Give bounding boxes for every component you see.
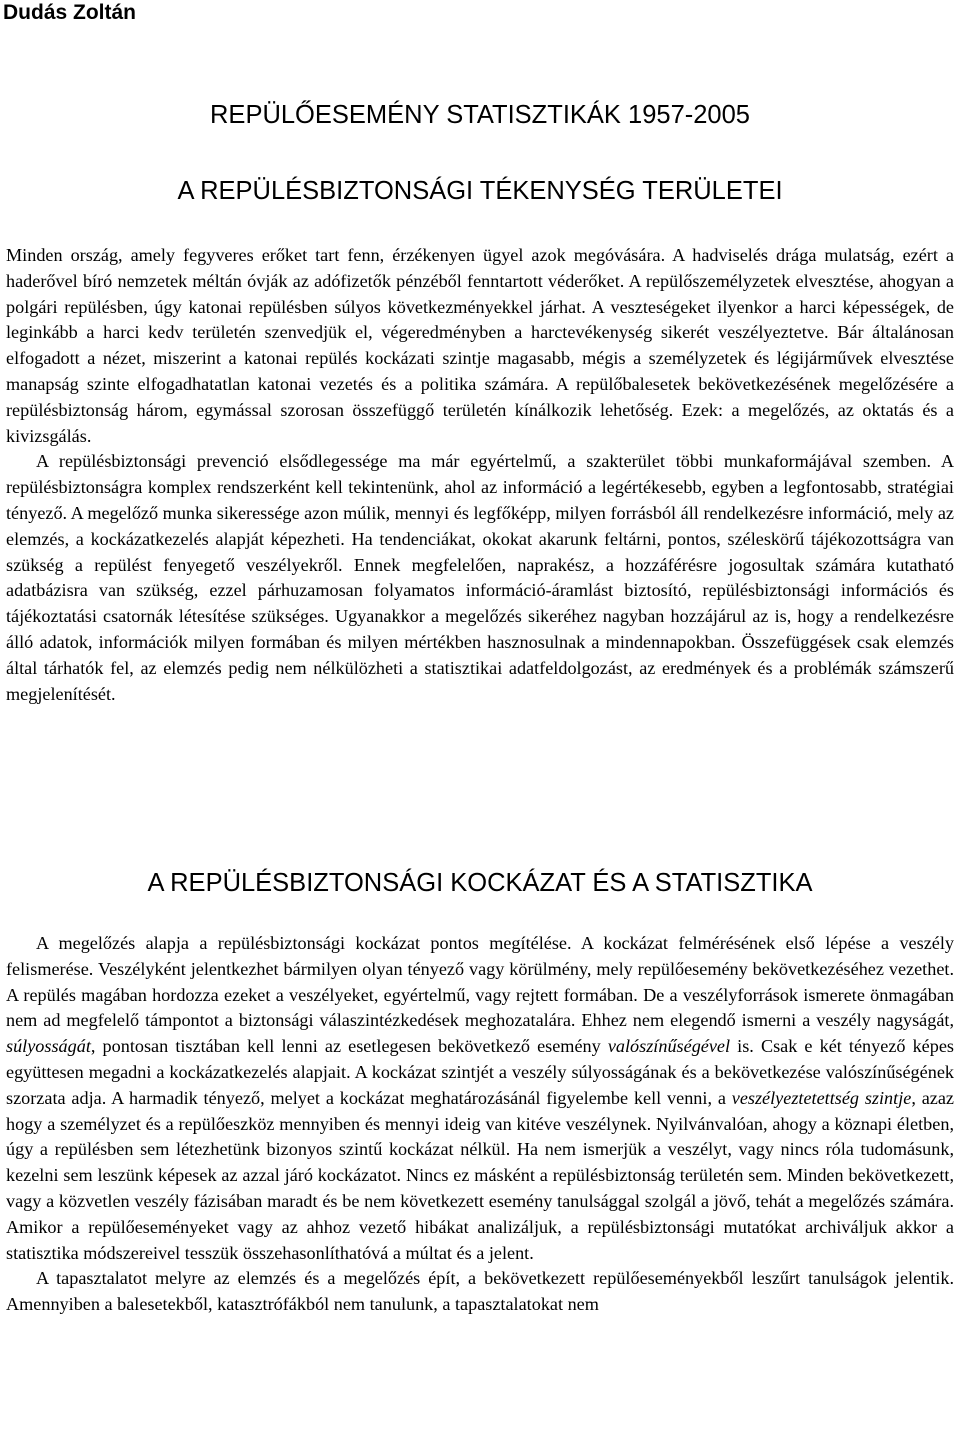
section-heading-areas: A REPÜLÉSBIZTONSÁGI TÉKENYSÉG TERÜLETEI [177,177,783,205]
intro-paragraph [6,243,954,707]
risk-text-3: is. Csak e két tényező képes együttesen megadni a kockázatkezelés alapjait. A kockázat szintjét a veszély súlyosságának és a bekövetkezése valószínűségének szorzata adja. A harmadik tényező, melyet a kockázat meghatározásánál figyelembe kell venni, a [6,1036,954,1108]
emphasis-severity: súlyosságát [6,1036,91,1057]
emphasis-exposure-level: veszélyeztetettség szintje [731,1087,912,1108]
risk-text-4: , azaz hogy a személyzet és a repülőeszköz mennyiben és mennyi ideig van kitéve veszélynek. Nyilvánvalóan, ahogy a köznapi életben, úgy a repülésben sem létezhetünk bizonyos szintű kockázat nélkül. Ha nem ismerjük a veszélyt, vagy nincs róla tudomásunk, kezelni sem leszünk képesek az azzal járó kockázatot. Nincs ez másként a repülésbiztonság területén sem. Minden bekövetkezett, vagy a közvetlen veszély fázisában maradt és be nem következett esemény tanulsággal szolgál a jövő, tehát a megelőzés számára. Amikor a repülőeseményeket vagy az ahhoz vezető hibákat analizáljuk, a repülésbiztonsági mutatókat archiváljuk akkor a statisztika módszereivel tesszük összehasonlíthatóvá a múltat és a jelent. [6,1087,955,1263]
risk-text-2: , pontosan tisztában kell lenni az esetlegesen bekövetkező esemény [90,1036,608,1057]
document-title: REPÜLŐESEMÉNY STATISZTIKÁK 1957-2005 [210,101,750,129]
risk-text-1: A megelőzés alapja a repülésbiztonsági kockázat pontos megítélése. A kockázat felmérésének első lépése a veszély felismerése. Veszélyként jelentkezhet bármilyen olyan tényező vagy körülmény, mely repülőesemény bekövetkezéséhez vezethet. A repülés magában hordozza ezeket a veszélyeket, egyértelmű, vagy rejtett formában. De a veszélyforrások ismerete önmagában nem ad megfelelő támpontot a biztonsági válaszintézkedések meghozatalára. Ehhez nem elegendő ismerni a veszély nagyságát, [6,933,954,1031]
risk-paragraph [6,931,954,1318]
intro-text-part-1: Minden ország, amely fegyveres erőket tart fenn, érzékenyen ügyel azok megóvására. A hadviselés drága mulatság, ezért a haderővel bíró nemzetek méltán óvják az adófizetők pénzéből fenntartott véderőket. A repülőszemélyzetek elvesztése, ahogyan a polgári repülésben, úgy katonai repülésben súlyos következményekkel járhat. A veszteségeket ilyenkor a harci képességek, de leginkább a harci kedv területén szenvedjük el, végeredményben a harctevékenység sikerét veszélyeztetve. Bár általánosan elfogadott a nézet, miszerint a katonai repülés kockázati szintje magasabb, mégis a személyzetek és légijárművek elvesztése manapság szinte elfogadhatatlan katonai vezetés és a politika számára. A repülőbalesetek bekövetkezésének megelőzésére a repülésbiztonság három, egymással szorosan összefüggő területén kínálkozik lehetőség. Ezek: a megelőzés, az oktatás és a kivizsgálás. [6,245,954,446]
author-name: Dudás Zoltán [3,1,137,24]
section-heading-risk-statistics: A REPÜLÉSBIZTONSÁGI KOCKÁZAT ÉS A STATISZTIKA [147,869,813,897]
intro-text-part-2: A repülésbiztonsági prevenció elsődlegessége ma már egyértelmű, a szakterület többi munkaformájával szemben. A repülésbiztonságra komplex rendszerként kell tekintenünk, ahol az információ a legértékesebb, egyben a legfontosabb, stratégiai tényező. A megelőző munka sikeressége azon múlik, mennyi és legfőképp, milyen forrásból áll rendelkezésre információ, mely az elemzés, a kockázatkezelés alapját képezheti. Ha tendenciákat, okokat akarunk feltárni, pontos, széleskörű tájékozottságra van szükség a repülést fenyegető veszélyekről. Ennek megfelelően, naprakész, a hozzáférésre jogosultak számára kutatható adatbázisra van szükség, ezzel párhuzamosan folyamatos információ-áramlást biztosító, repülésbiztonsági információs és tájékoztatási csatornák létesítése szükséges. Ugyanakkor a megelőzés sikeréhez nagyban hozzájárul az is, hogy a rendelkezésre álló adatok, információk milyen formában és milyen mértékben hasznosulnak a mindennapokban. Összefüggések csak elemzés által tárhatók fel, az elemzés pedig nem nélkülözheti a statisztikai adatfeldolgozást, az eredmények és a problémák számszerű megjelenítését. [6,451,954,704]
emphasis-probability: valószínűségével [607,1036,731,1057]
experience-paragraph-text: A tapasztalatot melyre az elemzés és a megelőzés épít, a bekövetkezett repülőeseményekből leszűrt tanulságok jelentik. Amennyiben a balesetekből, katasztrófákból nem tanulunk, a tapasztalatokat nem [6,1268,954,1315]
